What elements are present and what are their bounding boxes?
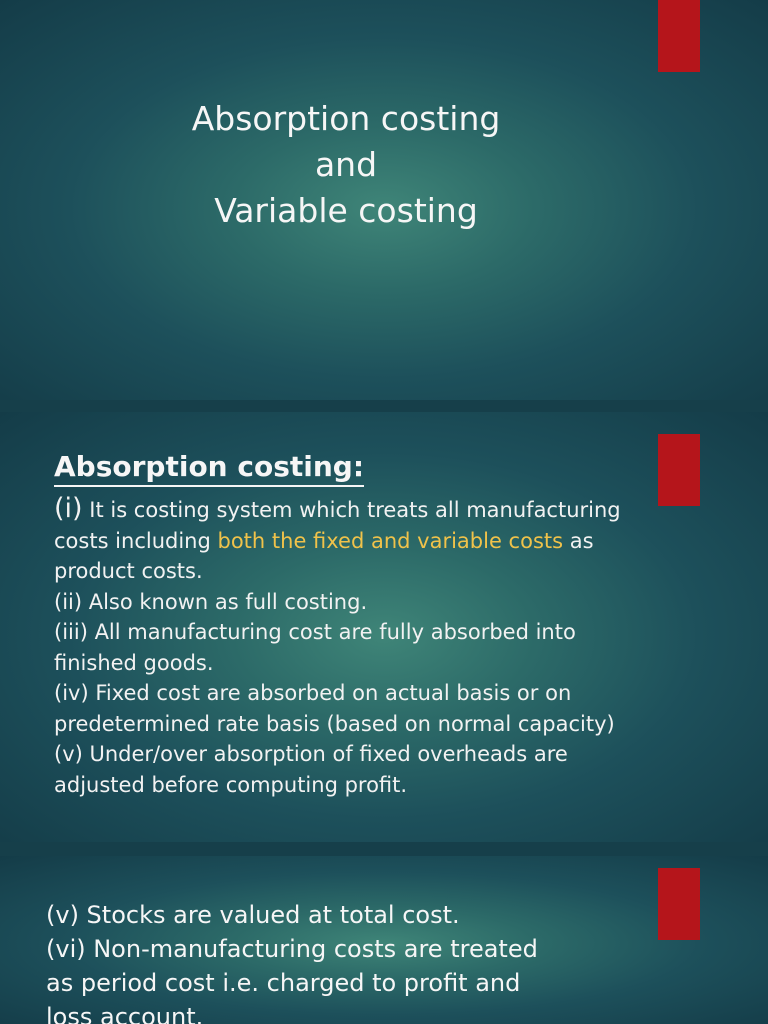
text-span: costs including — [54, 528, 218, 553]
slide-absorption-costing — [0, 412, 768, 842]
text-line: loss account. — [46, 1003, 204, 1024]
text-line: (ii) Also known as full costing. — [54, 589, 368, 614]
text-line — [54, 526, 714, 557]
text-line: (iii) All manufacturing cost are fully absorbed into — [54, 620, 576, 644]
body-text — [54, 494, 714, 800]
slide-title — [0, 0, 768, 400]
accent-bar — [658, 868, 700, 940]
slide-title-text — [140, 96, 552, 234]
text-line: (v) Stocks are valued at total cost. — [46, 901, 460, 929]
text-span: It is costing system which treats all manufacturing — [82, 498, 621, 522]
text-line — [54, 494, 714, 526]
title-line-3: Variable costing — [214, 191, 478, 230]
text-line: product costs. — [54, 559, 203, 583]
slide-absorption-costing-continued — [0, 856, 768, 1024]
text-line: (iv) Fixed cost are absorbed on actual basis or on — [54, 681, 572, 705]
section-heading: Absorption costing: — [54, 450, 364, 487]
text-line: finished goods. — [54, 650, 214, 675]
accent-bar — [658, 0, 700, 72]
text-line: predetermined rate basis (based on normal capacity) — [54, 711, 615, 736]
text-line: (v) Under/over absorption of fixed overheads are — [54, 742, 568, 766]
text-line: as period cost i.e. charged to profit and — [46, 969, 521, 997]
body-text — [46, 898, 646, 1024]
text-line: adjusted before computing profit. — [54, 772, 408, 797]
title-line-2: and — [314, 145, 378, 184]
text-line: (vi) Non-manufacturing costs are treated — [46, 935, 538, 963]
text-span: as — [563, 528, 594, 553]
item-number: (i) — [54, 493, 83, 524]
highlighted-text: both the fixed and variable costs — [217, 528, 564, 553]
title-line-1: Absorption costing — [191, 99, 501, 138]
